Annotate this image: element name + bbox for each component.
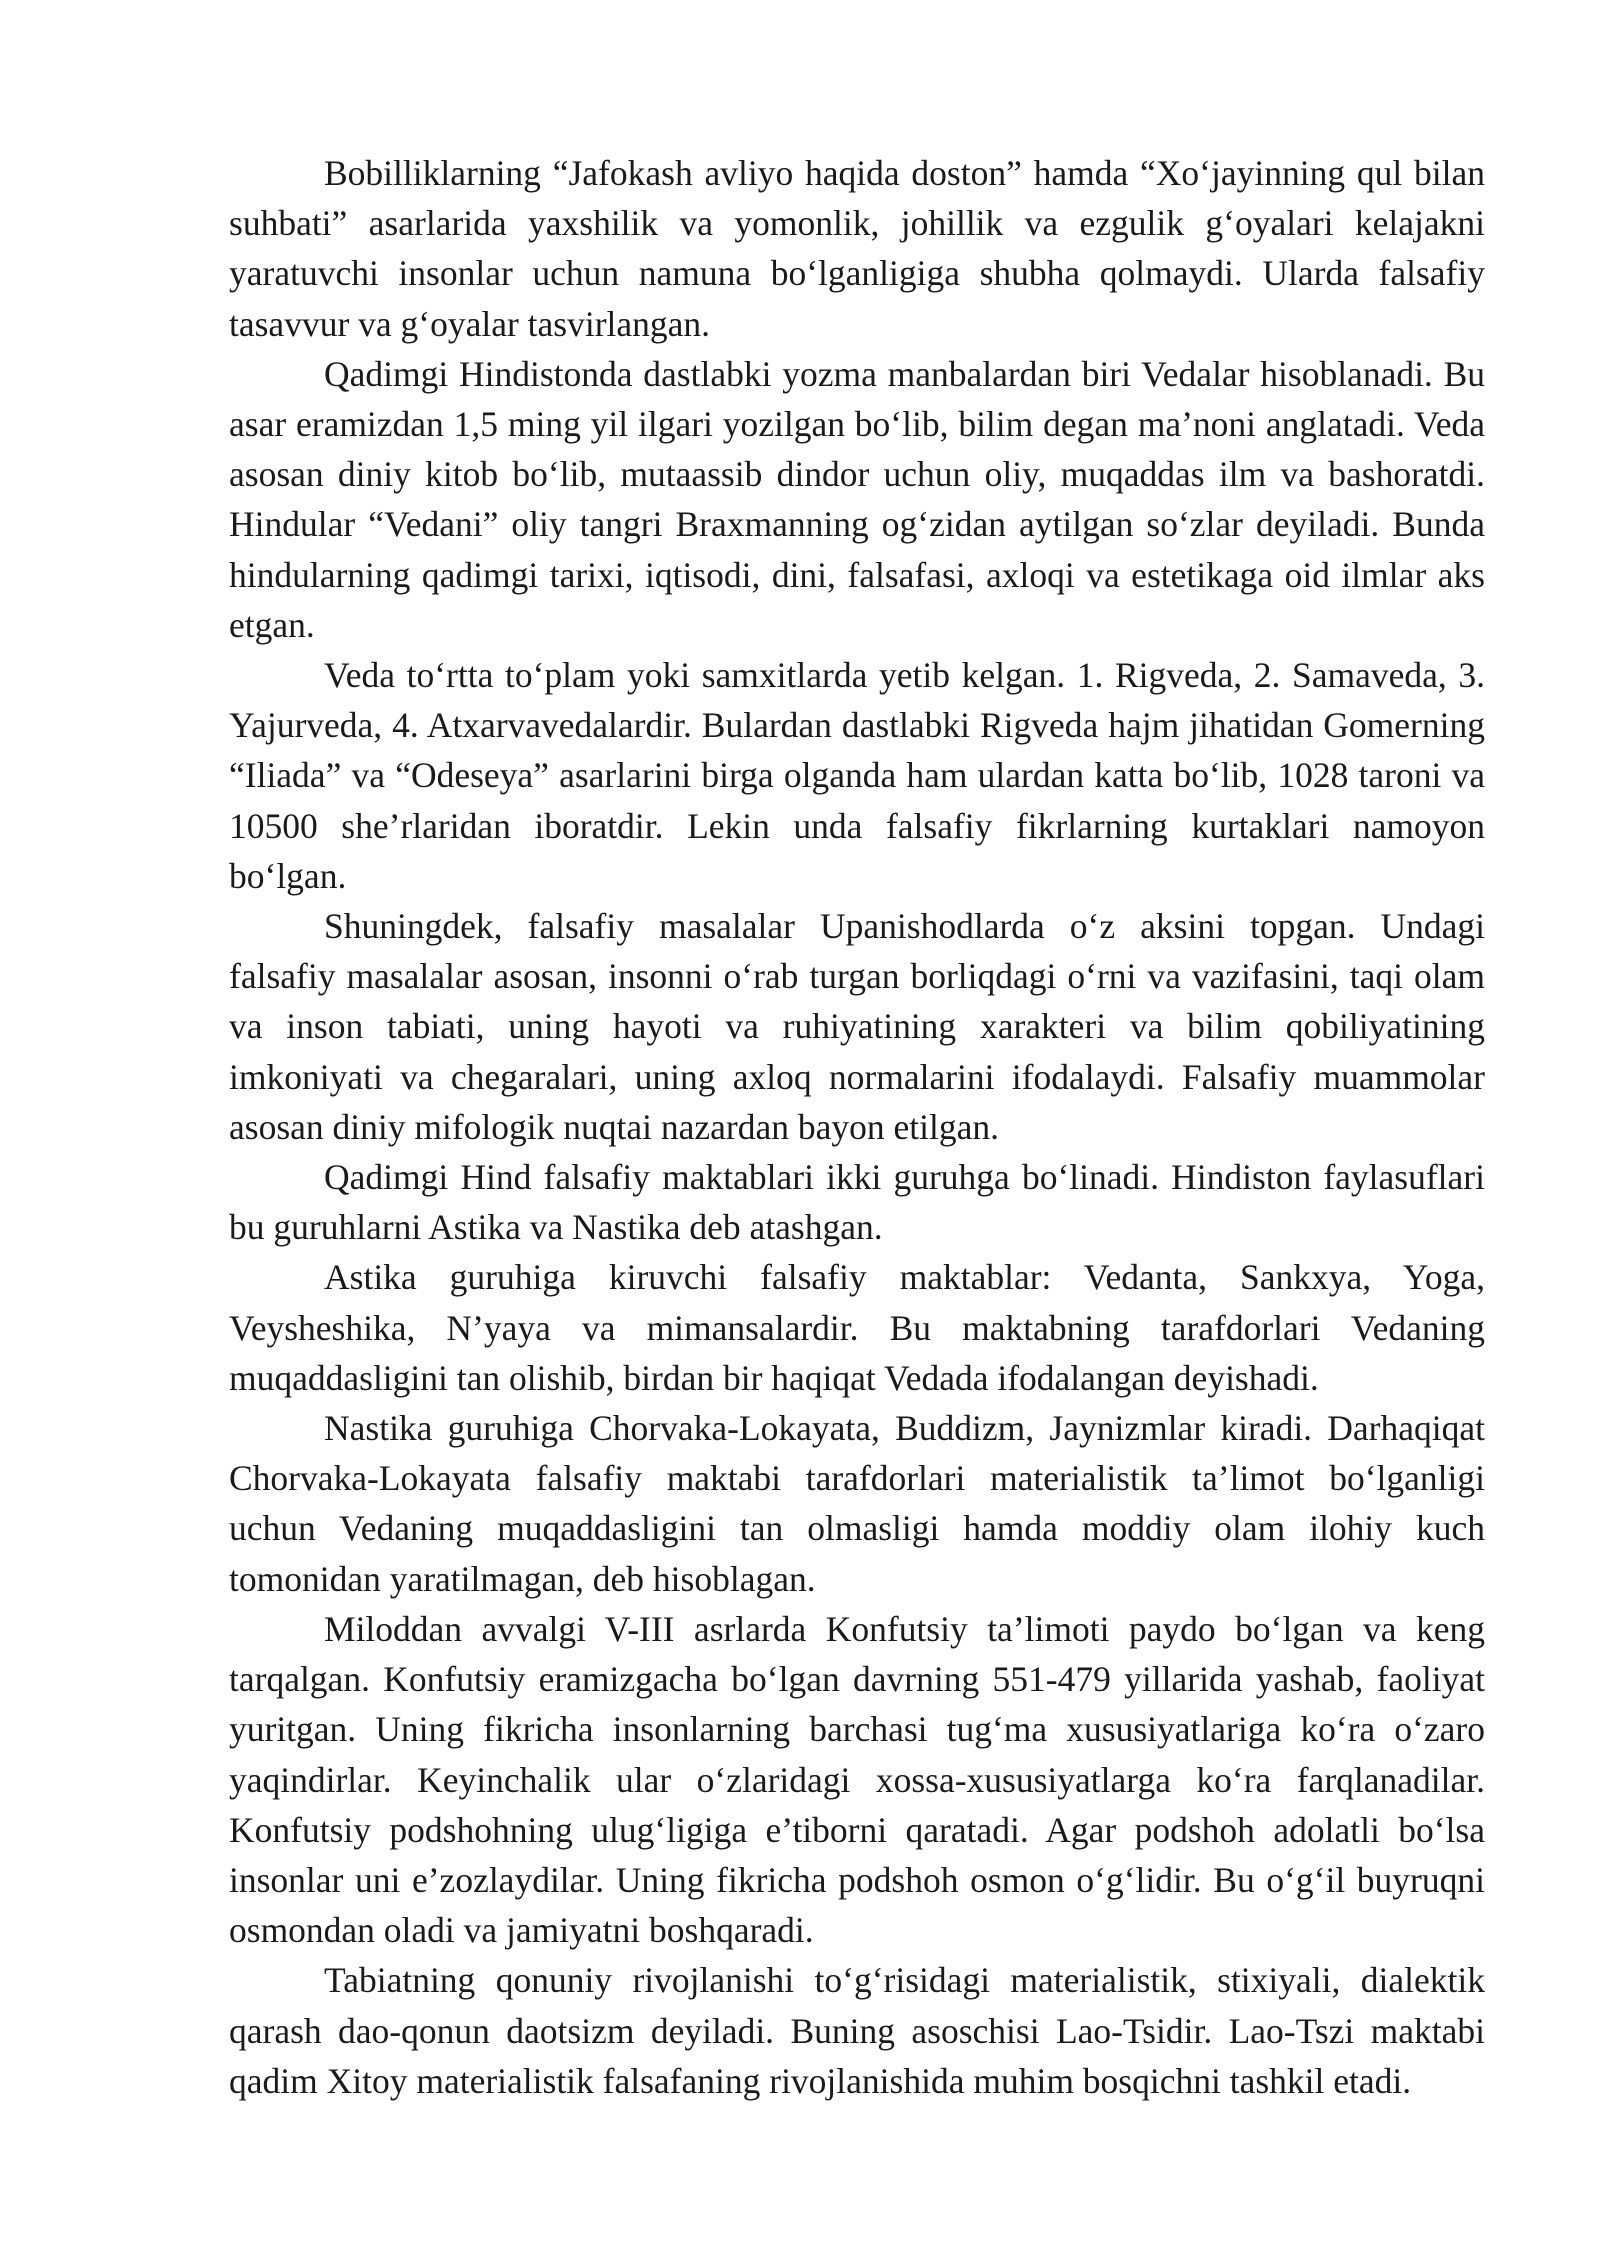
paragraph-babylonian-literature: Bobilliklarning “Jafokash avliyo haqida doston” hamda “Xo‘jayinning qul bilan suhbati” asarlarida yaxshilik va yomonlik, johillik va ezgulik g‘oyalari kelajakni yaratuvchi insonlar uchun namuna bo‘lganligiga shubha qolmaydi. Ularda falsafiy tasavvur va g‘oyalar tasvirlangan. xyxy=(229,153,1485,344)
paragraph-upanishads: Shuningdek, falsafiy masalalar Upanishodlarda o‘z aksini topgan. Undagi falsafiy masalalar asosan, insonni o‘rab turgan borliqdagi o‘rni va vazifasini, taqi olam va inson tabiati, uning hayoti va ruhiyatining xarakteri va bilim qobiliyatining imkoniyati va chegaralari, uning axloq normalarini ifodalaydi. Falsafiy muammolar asosan diniy mifologik nuqtai nazardan bayon etilgan. xyxy=(229,906,1485,1147)
paragraph-confucius: Miloddan avvalgi V-III asrlarda Konfutsiy ta’limoti paydo bo‘lgan va keng tarqalgan. Konfutsiy eramizgacha bo‘lgan davrning 551-479 yillarida yashab, faoliyat yuritgan. Uning fikricha insonlarning barchasi tug‘ma xususiyatlariga ko‘ra o‘zaro yaqindirlar. Keyinchalik ular o‘zlaridagi xossa-xususiyatlarga ko‘ra farqlanadilar. Konfutsiy podshohning ulug‘ligiga e’tiborni qaratadi. Agar podshoh adolatli bo‘lsa insonlar uni e’zozlaydilar. Uning fikricha podshoh osmon o‘g‘lidir. Bu o‘g‘il buyruqni osmondan oladi va jamiyatni boshqaradi. xyxy=(229,1608,1485,1951)
paragraph-daoism: Tabiatning qonuniy rivojlanishi to‘g‘risidagi materialistik, stixiyali, dialektik qarash dao-qonun daotsizm deyiladi. Buning asoschisi Lao-Tsidir. Lao-Tszi maktabi qadim Xitoy materialistik falsafaning rivojlanishida muhim bosqichni tashkil etadi. xyxy=(229,1960,1485,2101)
paragraph-nastika: Nastika guruhiga Chorvaka-Lokayata, Buddizm, Jaynizmlar kiradi. Darhaqiqat Chorvaka-Lokayata falsafiy maktabi tarafdorlari materialistik ta’limot bo‘lganligi uchun Vedaning muqaddasligini tan olmasligi hamda moddiy olam ilohiy kuch tomonidan yaratilmagan, deb hisoblagan. xyxy=(229,1408,1485,1599)
paragraph-vedas-intro: Qadimgi Hindistonda dastlabki yozma manbalardan biri Vedalar hisoblanadi. Bu asar eramizdan 1,5 ming yil ilgari yozilgan bo‘lib, bilim degan ma’noni anglatadi. Veda asosan diniy kitob bo‘lib, mutaassib dindor uchun oliy, muqaddas ilm va bashoratdi. Hindular “Vedani” oliy tangri Braxmanning og‘zidan aytilgan so‘zlar deyiladi. Bunda hindularning qadimgi tarixi, iqtisodi, dini, falsafasi, axloqi va estetikaga oid ilmlar aks etgan. xyxy=(229,353,1485,645)
paragraph-astika: Astika guruhiga kiruvchi falsafiy maktablar: Vedanta, Sankxya, Yoga, Veysheshika, N’yaya va mimansalardir. Bu maktabning tarafdorlari Vedaning muqaddasligini tan olishib, birdan bir haqiqat Vedada ifodalangan deyishadi. xyxy=(229,1257,1485,1398)
paragraph-indian-schools: Qadimgi Hind falsafiy maktablari ikki guruhga bo‘linadi. Hindiston faylasuflari bu guruhlarni Astika va Nastika deb atashgan. xyxy=(229,1157,1485,1248)
paragraph-veda-collections: Veda to‘rtta to‘plam yoki samxitlarda yetib kelgan. 1. Rigveda, 2. Samaveda, 3. Yajurveda, 4. Atxarvavedalardir. Bulardan dastlabki Rigveda hajm jihatidan Gomerning “Iliada” va “Odeseya” asarlarini birga olganda ham ulardan katta bo‘lib, 1028 taroni va 10500 she’rlaridan iboratdir. Lekin unda falsafiy fikrlarning kurtaklari namoyon bo‘lgan. xyxy=(229,655,1485,896)
document-page xyxy=(229,148,1485,2106)
